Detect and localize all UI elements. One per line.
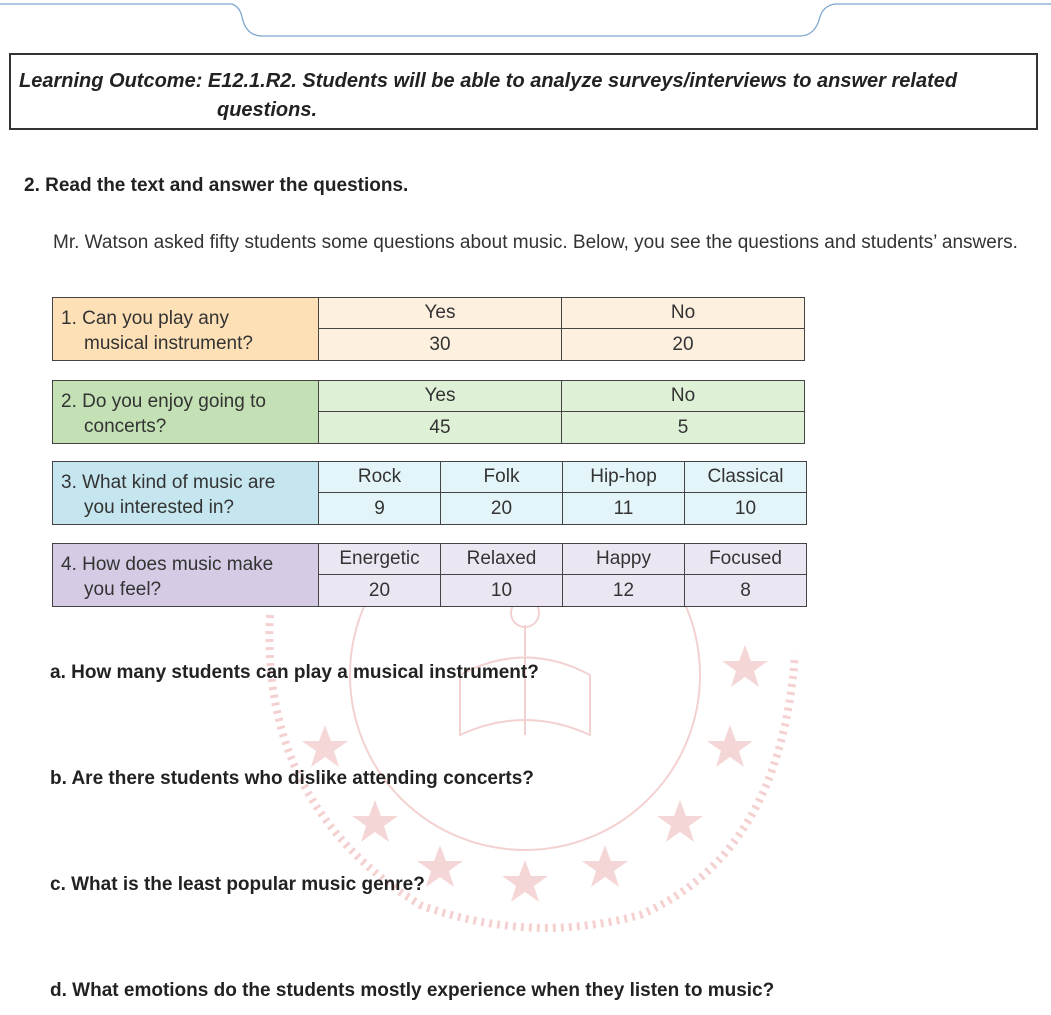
- learning-outcome-line1: Learning Outcome: E12.1.R2. Students will be able to analyze surveys/interviews to answer related: [19, 70, 958, 92]
- question-line2: concerts?: [84, 416, 167, 437]
- value-cell: 8: [685, 575, 807, 607]
- header-cell: Yes: [319, 381, 562, 412]
- question-cell: [53, 298, 319, 361]
- header-cell: Hip-hop: [563, 462, 685, 493]
- value-cell: 9: [319, 493, 441, 525]
- value-cell: 45: [319, 412, 562, 444]
- header-cell: Focused: [685, 544, 807, 575]
- header-cell: Relaxed: [441, 544, 563, 575]
- value-cell: 20: [562, 329, 805, 361]
- question-line2: you interested in?: [84, 497, 234, 518]
- value-cell: 12: [563, 575, 685, 607]
- header-cell: Energetic: [319, 544, 441, 575]
- question-line2: you feel?: [84, 579, 162, 600]
- question-line1: 1. Can you play any: [61, 308, 229, 329]
- survey-table-concerts: [52, 380, 805, 444]
- value-cell: 10: [685, 493, 807, 525]
- question-line1: 2. Do you enjoy going to: [61, 391, 266, 412]
- header-cell: Rock: [319, 462, 441, 493]
- value-cell: 30: [319, 329, 562, 361]
- value-cell: 20: [441, 493, 563, 525]
- value-cell: 5: [562, 412, 805, 444]
- header-cell: Folk: [441, 462, 563, 493]
- question-c: c. What is the least popular music genre?: [50, 874, 425, 895]
- question-d: d. What emotions do the students mostly experience when they listen to music?: [50, 980, 775, 1001]
- survey-table-feelings: [52, 543, 807, 607]
- header-cell: Yes: [319, 298, 562, 329]
- learning-outcome-box: [9, 53, 1038, 130]
- question-line1: 3. What kind of music are: [61, 472, 276, 493]
- header-cell: Classical: [685, 462, 807, 493]
- value-cell: 20: [319, 575, 441, 607]
- exercise-intro: Mr. Watson asked fifty students some questions about music. Below, you see the questions and students’ answers.: [53, 232, 1018, 253]
- header-cell: Happy: [563, 544, 685, 575]
- question-a: a. How many students can play a musical instrument?: [50, 662, 539, 683]
- question-line1: 4. How does music make: [61, 554, 274, 575]
- survey-table-instrument: [52, 297, 805, 361]
- survey-table-genres: [52, 461, 807, 525]
- value-cell: 11: [563, 493, 685, 525]
- header-decoration: [0, 3, 1051, 43]
- question-cell: [53, 462, 319, 525]
- header-cell: No: [562, 298, 805, 329]
- question-b: b. Are there students who dislike attending concerts?: [50, 768, 534, 789]
- question-cell: [53, 544, 319, 607]
- exercise-title: 2. Read the text and answer the questions.: [24, 175, 409, 196]
- header-cell: No: [562, 381, 805, 412]
- value-cell: 10: [441, 575, 563, 607]
- question-cell: [53, 381, 319, 444]
- learning-outcome-line2: questions.: [217, 99, 318, 121]
- question-line2: musical instrument?: [84, 333, 253, 354]
